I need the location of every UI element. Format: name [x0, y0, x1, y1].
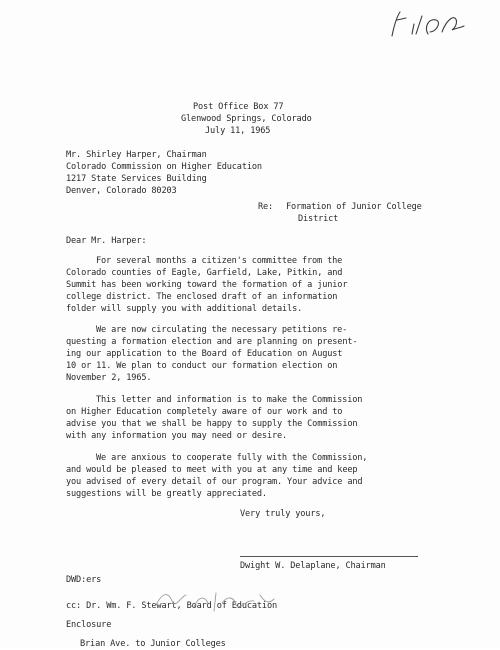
body-line: suggestions will be greatly appreciated. — [66, 489, 267, 499]
body-line: college district. The enclosed draft of an information — [66, 292, 338, 302]
body-line: We are now circulating the necessary petitions re- — [96, 325, 348, 335]
footer-note: Brian Ave. to Junior Colleges — [80, 639, 226, 649]
handwritten-file-note — [378, 6, 490, 44]
recipient-line: Mr. Shirley Harper, Chairman — [66, 150, 207, 160]
body-line: advise you that we shall be happy to supply the Commission — [66, 419, 358, 429]
return-address-line: Glenwood Springs, Colorado — [181, 114, 312, 124]
signer-name: Dwight W. Delaplane, Chairman — [240, 561, 386, 571]
body-line: on Higher Education completely aware of our work and to — [66, 407, 343, 417]
signature-rule — [240, 556, 418, 557]
body-line: For several months a citizen's committee from the — [96, 256, 343, 266]
body-line: ing our application to the Board of Education on August — [66, 349, 343, 359]
body-line: you advised of every detail of our program. Your advice and — [66, 477, 363, 487]
body-line: This letter and information is to make the Commission — [96, 395, 363, 405]
body-line: Summit has been working toward the formation of a junior — [66, 280, 348, 290]
body-line: Colorado counties of Eagle, Garfield, Lake, Pitkin, and — [66, 268, 343, 278]
enclosure-line: Enclosure — [66, 620, 112, 630]
carbon-copy: cc: Dr. Wm. F. Stewart, Board of Education — [66, 601, 278, 611]
letter-date: July 11, 1965 — [205, 126, 271, 136]
recipient-line: Denver, Colorado 80203 — [66, 186, 177, 196]
salutation: Dear Mr. Harper: — [66, 236, 147, 246]
body-line: folder will supply you with additional details. — [66, 304, 303, 314]
body-line: and would be pleased to meet with you at any time and keep — [66, 465, 358, 475]
recipient-line: Colorado Commission on Higher Education — [66, 162, 262, 172]
recipient-line: 1217 State Services Building — [66, 174, 207, 184]
reference-line: Formation of Junior College — [286, 202, 422, 212]
handwritten-annotation — [150, 585, 290, 615]
typist-initials: DWD:ers — [66, 575, 102, 585]
closing: Very truly yours, — [240, 509, 326, 519]
reference-label: Re: — [258, 202, 274, 212]
body-line: with any information you may need or desire. — [66, 431, 288, 441]
body-line: questing a formation election and are planning on present- — [66, 337, 358, 347]
reference-line: District — [298, 214, 339, 224]
body-line: We are anxious to cooperate fully with the Commission, — [96, 453, 368, 463]
body-line: 10 or 11. We plan to conduct our formation election on — [66, 361, 338, 371]
body-line: November 2, 1965. — [66, 373, 152, 383]
return-address-line: Post Office Box 77 — [193, 102, 284, 112]
